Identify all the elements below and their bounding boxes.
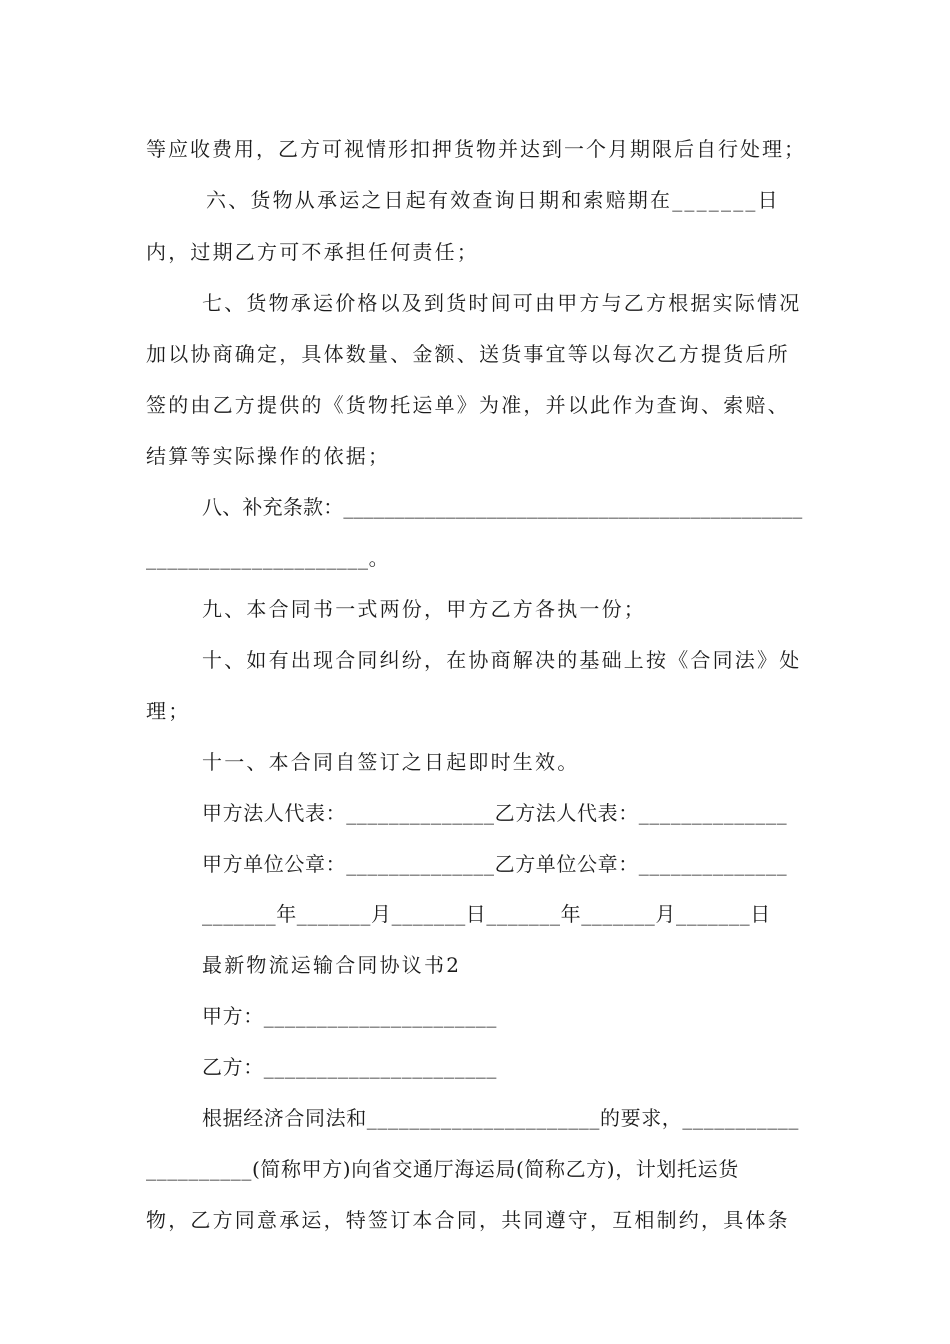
date-line: _______年_______月_______日_______年_______月_______日 <box>202 902 771 926</box>
paragraph-line: 理； <box>146 699 191 723</box>
party-a-line: 甲方：______________________ <box>202 1004 497 1028</box>
section-title: 最新物流运输合同协议书2 <box>202 953 462 977</box>
signature-line: 甲方法人代表：______________乙方法人代表：______________ <box>202 801 788 825</box>
paragraph-line: 十、如有出现合同纠纷，在协商解决的基础上按《合同法》处 <box>202 648 802 672</box>
paragraph-line: 内，过期乙方可不承担任何责任； <box>146 240 479 264</box>
paragraph-line: 加以协商确定，具体数量、金额、送货事宜等以每次乙方提货后所 <box>146 342 790 366</box>
paragraph-line: 七、货物承运价格以及到货时间可由甲方与乙方根据实际情况 <box>202 291 802 315</box>
paragraph-line: 等应收费用，乙方可视情形扣押货物并达到一个月期限后自行处理； <box>146 137 806 161</box>
paragraph-line: 六、货物从承运之日起有效查询日期和索赔期在_______日 <box>206 188 780 212</box>
party-b-line: 乙方：______________________ <box>202 1055 497 1079</box>
paragraph-line: 根据经济合同法和______________________的要求，___________ <box>202 1106 799 1130</box>
paragraph-line: 八、补充条款：_____________________________________________ <box>202 495 803 519</box>
paragraph-line: 九、本合同书一式两份，甲方乙方各执一份； <box>202 597 646 621</box>
paragraph-line: 结算等实际操作的依据； <box>146 444 391 468</box>
paragraph-line: 物，乙方同意承运，特签订本合同，共同遵守，互相制约，具体条 <box>146 1208 790 1232</box>
paragraph-line: _____________________。 <box>146 546 390 570</box>
seal-line: 甲方单位公章：______________乙方单位公章：______________ <box>202 852 788 876</box>
paragraph-line: 十一、本合同自签订之日起即时生效。 <box>202 750 580 774</box>
paragraph-line: 签的由乙方提供的《货物托运单》为准，并以此作为查询、索赔、 <box>146 393 790 417</box>
paragraph-line: __________(简称甲方)向省交通厅海运局(简称乙方)，计划托运货 <box>146 1157 739 1181</box>
